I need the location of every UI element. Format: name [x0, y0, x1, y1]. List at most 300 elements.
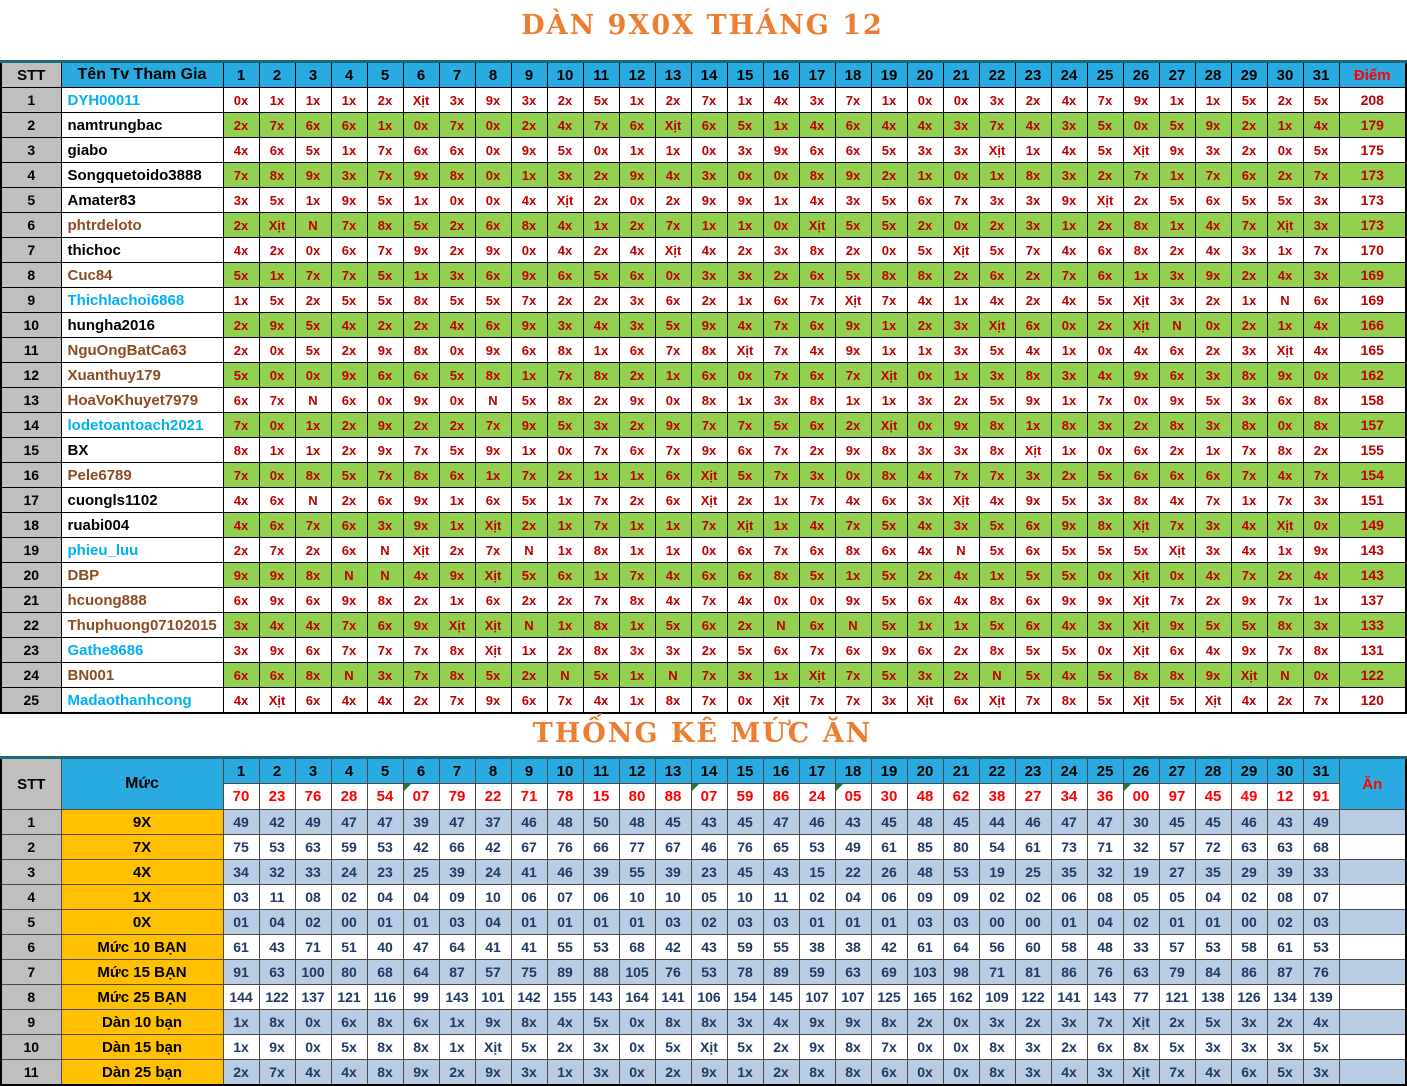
player-stt[interactable]: 12: [1, 363, 61, 388]
day-column-header[interactable]: 31: [1303, 758, 1339, 784]
stat-cell[interactable]: 76: [547, 835, 583, 860]
stat-cell[interactable]: 33: [1123, 935, 1159, 960]
day-column-header[interactable]: 16: [763, 62, 799, 88]
day-cell[interactable]: 2x: [547, 88, 583, 113]
day-column-header[interactable]: 25: [1087, 758, 1123, 784]
day-cell[interactable]: 3x: [439, 88, 475, 113]
day-cell[interactable]: 5x: [259, 188, 295, 213]
day-cell[interactable]: Xịt: [475, 563, 511, 588]
stat-cell[interactable]: 02: [799, 885, 835, 910]
day-cell[interactable]: 1x: [403, 188, 439, 213]
day-cell[interactable]: 7x: [583, 488, 619, 513]
day-cell[interactable]: 6x: [799, 263, 835, 288]
stat-cell[interactable]: 03: [1303, 910, 1339, 935]
day-cell[interactable]: 5x: [1051, 563, 1087, 588]
day-cell[interactable]: 9x: [223, 563, 259, 588]
day-cell[interactable]: 1x: [583, 213, 619, 238]
day-cell[interactable]: 9x: [835, 438, 871, 463]
day-cell[interactable]: 7x: [799, 688, 835, 714]
day-cell[interactable]: 8x: [439, 638, 475, 663]
day-cell[interactable]: 2x: [907, 563, 943, 588]
day-cell[interactable]: 1x: [511, 638, 547, 663]
day-cell[interactable]: N: [367, 538, 403, 563]
day-cell[interactable]: 5x: [871, 213, 907, 238]
day-cell[interactable]: 7x: [1087, 388, 1123, 413]
day-cell[interactable]: 5x: [439, 438, 475, 463]
day-column-header[interactable]: 11: [583, 758, 619, 784]
day-cell[interactable]: 7x: [295, 263, 331, 288]
day-cell[interactable]: 7x: [1087, 88, 1123, 113]
stat-cell[interactable]: 2x: [1159, 1010, 1195, 1035]
day-cell[interactable]: 8x: [547, 388, 583, 413]
day-cell[interactable]: 4x: [1303, 563, 1339, 588]
day-cell[interactable]: 0x: [403, 113, 439, 138]
stat-cell[interactable]: 64: [943, 935, 979, 960]
stat-cell[interactable]: 143: [439, 985, 475, 1010]
day-cell[interactable]: 9x: [655, 413, 691, 438]
result-cell[interactable]: 76: [295, 784, 331, 810]
day-cell[interactable]: 9x: [727, 188, 763, 213]
day-cell[interactable]: 1x: [619, 513, 655, 538]
stat-cell[interactable]: 39: [439, 860, 475, 885]
day-column-header[interactable]: 14: [691, 62, 727, 88]
result-cell[interactable]: 28: [331, 784, 367, 810]
stat-cell[interactable]: 0x: [295, 1010, 331, 1035]
day-cell[interactable]: 2x: [547, 588, 583, 613]
day-cell[interactable]: 8x: [439, 663, 475, 688]
day-cell[interactable]: 2x: [655, 88, 691, 113]
day-cell[interactable]: 7x: [403, 663, 439, 688]
day-cell[interactable]: 5x: [1231, 188, 1267, 213]
day-cell[interactable]: 4x: [1051, 663, 1087, 688]
day-cell[interactable]: N: [1267, 663, 1303, 688]
day-cell[interactable]: 8x: [1051, 688, 1087, 714]
stat-cell[interactable]: 50: [583, 810, 619, 835]
day-cell[interactable]: Xịt: [475, 513, 511, 538]
day-cell[interactable]: 8x: [295, 563, 331, 588]
day-cell[interactable]: 4x: [1195, 213, 1231, 238]
an-header[interactable]: Ăn: [1339, 758, 1406, 810]
day-cell[interactable]: 3x: [583, 413, 619, 438]
stat-cell[interactable]: 10: [619, 885, 655, 910]
player-stt[interactable]: 23: [1, 638, 61, 663]
score-cell[interactable]: 166: [1339, 313, 1406, 338]
day-cell[interactable]: 6x: [691, 363, 727, 388]
stat-cell[interactable]: 01: [511, 910, 547, 935]
day-cell[interactable]: 6x: [295, 638, 331, 663]
day-cell[interactable]: 1x: [943, 288, 979, 313]
result-cell[interactable]: 45: [1195, 784, 1231, 810]
day-cell[interactable]: N: [295, 213, 331, 238]
stat-cell[interactable]: 01: [583, 910, 619, 935]
day-cell[interactable]: 6x: [799, 413, 835, 438]
day-cell[interactable]: 8x: [1303, 413, 1339, 438]
day-cell[interactable]: 3x: [1195, 363, 1231, 388]
day-cell[interactable]: 2x: [331, 338, 367, 363]
day-cell[interactable]: 2x: [1087, 163, 1123, 188]
day-cell[interactable]: N: [655, 663, 691, 688]
day-cell[interactable]: 6x: [1159, 463, 1195, 488]
player-name[interactable]: ruabi004: [61, 513, 223, 538]
stat-cell[interactable]: 8x: [835, 1035, 871, 1060]
day-cell[interactable]: 3x: [727, 263, 763, 288]
day-cell[interactable]: 7x: [367, 638, 403, 663]
stat-cell[interactable]: 105: [619, 960, 655, 985]
day-cell[interactable]: 6x: [1159, 338, 1195, 363]
stat-cell[interactable]: 53: [691, 960, 727, 985]
stat-cell[interactable]: 01: [835, 910, 871, 935]
day-cell[interactable]: 1x: [439, 588, 475, 613]
day-cell[interactable]: 1x: [871, 313, 907, 338]
stat-cell[interactable]: 05: [1123, 885, 1159, 910]
day-cell[interactable]: 5x: [1123, 538, 1159, 563]
day-cell[interactable]: 9x: [619, 388, 655, 413]
day-cell[interactable]: 4x: [799, 513, 835, 538]
day-cell[interactable]: 8x: [583, 363, 619, 388]
day-column-header[interactable]: 12: [619, 62, 655, 88]
day-cell[interactable]: 7x: [763, 463, 799, 488]
day-cell[interactable]: 5x: [1303, 88, 1339, 113]
day-cell[interactable]: 2x: [367, 88, 403, 113]
day-cell[interactable]: 2x: [331, 488, 367, 513]
day-cell[interactable]: 9x: [1159, 138, 1195, 163]
level-label[interactable]: Dàn 25 bạn: [61, 1060, 223, 1086]
stat-cell[interactable]: 8x: [979, 1035, 1015, 1060]
stat-cell[interactable]: 48: [907, 810, 943, 835]
day-cell[interactable]: 4x: [511, 188, 547, 213]
day-cell[interactable]: 2x: [511, 588, 547, 613]
day-cell[interactable]: 0x: [295, 238, 331, 263]
day-cell[interactable]: 0x: [475, 113, 511, 138]
day-cell[interactable]: 4x: [1303, 338, 1339, 363]
day-cell[interactable]: 1x: [979, 563, 1015, 588]
day-cell[interactable]: 2x: [907, 313, 943, 338]
day-cell[interactable]: 6x: [655, 488, 691, 513]
day-cell[interactable]: 6x: [475, 313, 511, 338]
day-cell[interactable]: 2x: [1231, 263, 1267, 288]
an-cell[interactable]: [1339, 960, 1406, 985]
day-cell[interactable]: 8x: [1231, 363, 1267, 388]
day-cell[interactable]: 7x: [763, 438, 799, 463]
day-cell[interactable]: 0x: [943, 213, 979, 238]
day-cell[interactable]: 2x: [439, 213, 475, 238]
stat-stt[interactable]: 5: [1, 910, 61, 935]
stat-cell[interactable]: Xịt: [475, 1035, 511, 1060]
day-cell[interactable]: Xịt: [475, 638, 511, 663]
day-cell[interactable]: 1x: [439, 513, 475, 538]
day-cell[interactable]: 2x: [583, 388, 619, 413]
stat-cell[interactable]: 53: [1303, 935, 1339, 960]
day-column-header[interactable]: 2: [259, 62, 295, 88]
stat-cell[interactable]: 26: [871, 860, 907, 885]
day-cell[interactable]: 1x: [619, 688, 655, 714]
day-cell[interactable]: 0x: [475, 163, 511, 188]
day-cell[interactable]: 7x: [1195, 163, 1231, 188]
day-cell[interactable]: 5x: [367, 188, 403, 213]
stats-stt-header[interactable]: STT: [1, 758, 61, 810]
day-cell[interactable]: 7x: [691, 688, 727, 714]
day-cell[interactable]: 2x: [1231, 138, 1267, 163]
player-name[interactable]: Thichlachoi6868: [61, 288, 223, 313]
day-cell[interactable]: 6x: [259, 663, 295, 688]
day-cell[interactable]: 6x: [763, 638, 799, 663]
stat-cell[interactable]: 02: [1123, 910, 1159, 935]
stat-cell[interactable]: 45: [1195, 810, 1231, 835]
stat-cell[interactable]: 43: [835, 810, 871, 835]
day-cell[interactable]: 1x: [547, 613, 583, 638]
stat-cell[interactable]: 76: [1087, 960, 1123, 985]
stat-cell[interactable]: 53: [943, 860, 979, 885]
day-cell[interactable]: 0x: [1159, 563, 1195, 588]
day-cell[interactable]: 3x: [835, 188, 871, 213]
stat-cell[interactable]: 9x: [835, 1010, 871, 1035]
day-cell[interactable]: 3x: [907, 663, 943, 688]
stat-cell[interactable]: 88: [583, 960, 619, 985]
an-cell[interactable]: [1339, 835, 1406, 860]
day-cell[interactable]: 7x: [1159, 588, 1195, 613]
day-column-header[interactable]: 6: [403, 758, 439, 784]
day-column-header[interactable]: 13: [655, 758, 691, 784]
day-cell[interactable]: 0x: [655, 388, 691, 413]
stat-cell[interactable]: 53: [583, 935, 619, 960]
stat-cell[interactable]: 7x: [259, 1060, 295, 1086]
score-cell[interactable]: 173: [1339, 213, 1406, 238]
stat-cell[interactable]: 0x: [943, 1060, 979, 1086]
day-cell[interactable]: 6x: [799, 138, 835, 163]
day-cell[interactable]: 5x: [979, 388, 1015, 413]
day-cell[interactable]: 7x: [1195, 488, 1231, 513]
stat-cell[interactable]: 01: [799, 910, 835, 935]
day-cell[interactable]: 5x: [1159, 688, 1195, 714]
day-cell[interactable]: 5x: [979, 538, 1015, 563]
day-cell[interactable]: 5x: [1267, 188, 1303, 213]
day-cell[interactable]: 7x: [367, 163, 403, 188]
day-cell[interactable]: 2x: [943, 263, 979, 288]
stat-cell[interactable]: 1x: [547, 1060, 583, 1086]
day-cell[interactable]: 4x: [943, 563, 979, 588]
day-cell[interactable]: 1x: [295, 413, 331, 438]
day-cell[interactable]: 0x: [727, 688, 763, 714]
day-cell[interactable]: 2x: [583, 288, 619, 313]
day-cell[interactable]: Xịt: [1267, 513, 1303, 538]
score-cell[interactable]: 131: [1339, 638, 1406, 663]
level-label[interactable]: 7X: [61, 835, 223, 860]
day-cell[interactable]: 5x: [1195, 388, 1231, 413]
player-name[interactable]: giabo: [61, 138, 223, 163]
player-name[interactable]: DYH00011: [61, 88, 223, 113]
stat-stt[interactable]: 6: [1, 935, 61, 960]
day-cell[interactable]: Xịt: [727, 513, 763, 538]
stat-cell[interactable]: 46: [799, 810, 835, 835]
day-cell[interactable]: 1x: [259, 263, 295, 288]
day-cell[interactable]: 1x: [1303, 588, 1339, 613]
day-column-header[interactable]: 26: [1123, 758, 1159, 784]
stat-stt[interactable]: 1: [1, 810, 61, 835]
day-cell[interactable]: 2x: [1087, 213, 1123, 238]
stat-cell[interactable]: 143: [583, 985, 619, 1010]
day-cell[interactable]: 3x: [907, 488, 943, 513]
day-cell[interactable]: 1x: [763, 488, 799, 513]
day-cell[interactable]: 3x: [799, 463, 835, 488]
day-cell[interactable]: Xịt: [655, 238, 691, 263]
day-cell[interactable]: 5x: [295, 138, 331, 163]
day-cell[interactable]: 7x: [259, 388, 295, 413]
stat-cell[interactable]: 01: [1159, 910, 1195, 935]
day-cell[interactable]: 6x: [907, 188, 943, 213]
stat-cell[interactable]: 08: [1087, 885, 1123, 910]
day-column-header[interactable]: 12: [619, 758, 655, 784]
stat-cell[interactable]: 40: [367, 935, 403, 960]
stat-cell[interactable]: 00: [979, 910, 1015, 935]
day-cell[interactable]: 1x: [907, 338, 943, 363]
stat-cell[interactable]: 75: [511, 960, 547, 985]
stat-cell[interactable]: 43: [259, 935, 295, 960]
player-name[interactable]: thichoc: [61, 238, 223, 263]
day-cell[interactable]: 5x: [871, 663, 907, 688]
stat-cell[interactable]: 55: [547, 935, 583, 960]
result-cell[interactable]: 30: [871, 784, 907, 810]
stat-cell[interactable]: 47: [439, 810, 475, 835]
day-cell[interactable]: 1x: [979, 163, 1015, 188]
day-cell[interactable]: 6x: [475, 588, 511, 613]
day-column-header[interactable]: 20: [907, 758, 943, 784]
level-label[interactable]: Mức 10 BẠN: [61, 935, 223, 960]
day-cell[interactable]: 1x: [223, 288, 259, 313]
day-cell[interactable]: 2x: [223, 213, 259, 238]
day-column-header[interactable]: 18: [835, 62, 871, 88]
day-cell[interactable]: 6x: [799, 538, 835, 563]
day-cell[interactable]: 9x: [475, 438, 511, 463]
day-cell[interactable]: 6x: [1267, 388, 1303, 413]
player-stt[interactable]: 13: [1, 388, 61, 413]
day-cell[interactable]: 1x: [763, 113, 799, 138]
day-cell[interactable]: 5x: [1231, 613, 1267, 638]
day-cell[interactable]: 1x: [331, 88, 367, 113]
stat-stt[interactable]: 7: [1, 960, 61, 985]
day-cell[interactable]: 2x: [1123, 188, 1159, 213]
score-cell[interactable]: 175: [1339, 138, 1406, 163]
day-cell[interactable]: 3x: [1231, 388, 1267, 413]
day-cell[interactable]: 3x: [331, 163, 367, 188]
day-cell[interactable]: 3x: [1159, 288, 1195, 313]
day-cell[interactable]: 1x: [295, 438, 331, 463]
day-cell[interactable]: 7x: [367, 463, 403, 488]
day-cell[interactable]: 0x: [439, 188, 475, 213]
day-cell[interactable]: 5x: [583, 88, 619, 113]
day-cell[interactable]: 5x: [295, 338, 331, 363]
day-cell[interactable]: 2x: [223, 338, 259, 363]
day-cell[interactable]: 6x: [691, 563, 727, 588]
stat-cell[interactable]: 0x: [619, 1060, 655, 1086]
day-cell[interactable]: 4x: [1159, 488, 1195, 513]
day-cell[interactable]: 2x: [583, 163, 619, 188]
stat-cell[interactable]: 8x: [1123, 1035, 1159, 1060]
stat-cell[interactable]: 2x: [1051, 1035, 1087, 1060]
player-name[interactable]: lodetoantoach2021: [61, 413, 223, 438]
day-cell[interactable]: Xịt: [907, 688, 943, 714]
day-cell[interactable]: 8x: [619, 588, 655, 613]
day-cell[interactable]: 0x: [907, 363, 943, 388]
stat-cell[interactable]: 06: [1051, 885, 1087, 910]
result-cell[interactable]: 07: [691, 784, 727, 810]
day-cell[interactable]: 2x: [1015, 288, 1051, 313]
an-cell[interactable]: [1339, 1060, 1406, 1086]
stat-cell[interactable]: 39: [583, 860, 619, 885]
day-cell[interactable]: 0x: [511, 238, 547, 263]
day-column-header[interactable]: 22: [979, 758, 1015, 784]
player-stt[interactable]: 5: [1, 188, 61, 213]
day-cell[interactable]: 7x: [1267, 488, 1303, 513]
day-cell[interactable]: 2x: [691, 638, 727, 663]
an-cell[interactable]: [1339, 1010, 1406, 1035]
day-cell[interactable]: 3x: [511, 88, 547, 113]
stat-cell[interactable]: 03: [727, 910, 763, 935]
stat-cell[interactable]: 58: [1231, 935, 1267, 960]
stat-cell[interactable]: 67: [511, 835, 547, 860]
day-cell[interactable]: 5x: [655, 313, 691, 338]
stat-cell[interactable]: 10: [475, 885, 511, 910]
stat-cell[interactable]: 86: [1051, 960, 1087, 985]
day-cell[interactable]: 9x: [475, 688, 511, 714]
day-column-header[interactable]: 18: [835, 758, 871, 784]
day-cell[interactable]: 6x: [799, 613, 835, 638]
stat-cell[interactable]: 5x: [655, 1035, 691, 1060]
stat-cell[interactable]: 80: [331, 960, 367, 985]
stat-cell[interactable]: 2x: [223, 1060, 259, 1086]
day-cell[interactable]: 2x: [907, 213, 943, 238]
day-column-header[interactable]: 14: [691, 758, 727, 784]
stat-cell[interactable]: 04: [475, 910, 511, 935]
day-cell[interactable]: 4x: [1051, 238, 1087, 263]
day-cell[interactable]: 0x: [943, 163, 979, 188]
day-cell[interactable]: 7x: [259, 113, 295, 138]
day-cell[interactable]: 0x: [1123, 388, 1159, 413]
day-cell[interactable]: 6x: [799, 363, 835, 388]
day-cell[interactable]: 0x: [835, 463, 871, 488]
an-cell[interactable]: [1339, 885, 1406, 910]
day-column-header[interactable]: 8: [475, 62, 511, 88]
day-cell[interactable]: 2x: [1123, 413, 1159, 438]
day-cell[interactable]: 0x: [547, 438, 583, 463]
player-stt[interactable]: 17: [1, 488, 61, 513]
day-cell[interactable]: 1x: [295, 88, 331, 113]
day-cell[interactable]: 1x: [943, 363, 979, 388]
day-cell[interactable]: 6x: [475, 213, 511, 238]
day-cell[interactable]: 8x: [763, 563, 799, 588]
day-cell[interactable]: 3x: [1015, 463, 1051, 488]
stat-cell[interactable]: 107: [799, 985, 835, 1010]
day-cell[interactable]: 3x: [1303, 488, 1339, 513]
day-cell[interactable]: 6x: [367, 488, 403, 513]
day-cell[interactable]: 7x: [655, 438, 691, 463]
stat-cell[interactable]: 4x: [295, 1060, 331, 1086]
day-cell[interactable]: 8x: [295, 663, 331, 688]
day-cell[interactable]: 3x: [1051, 113, 1087, 138]
day-cell[interactable]: 7x: [439, 688, 475, 714]
result-cell[interactable]: 36: [1087, 784, 1123, 810]
day-cell[interactable]: 2x: [583, 188, 619, 213]
stat-cell[interactable]: 43: [691, 935, 727, 960]
stat-cell[interactable]: 6x: [1231, 1060, 1267, 1086]
day-column-header[interactable]: 7: [439, 62, 475, 88]
stat-cell[interactable]: 6x: [403, 1010, 439, 1035]
stat-cell[interactable]: 141: [655, 985, 691, 1010]
stat-cell[interactable]: 08: [1267, 885, 1303, 910]
day-cell[interactable]: 9x: [331, 363, 367, 388]
day-cell[interactable]: 7x: [691, 588, 727, 613]
stat-cell[interactable]: 0x: [943, 1010, 979, 1035]
stat-cell[interactable]: 19: [979, 860, 1015, 885]
